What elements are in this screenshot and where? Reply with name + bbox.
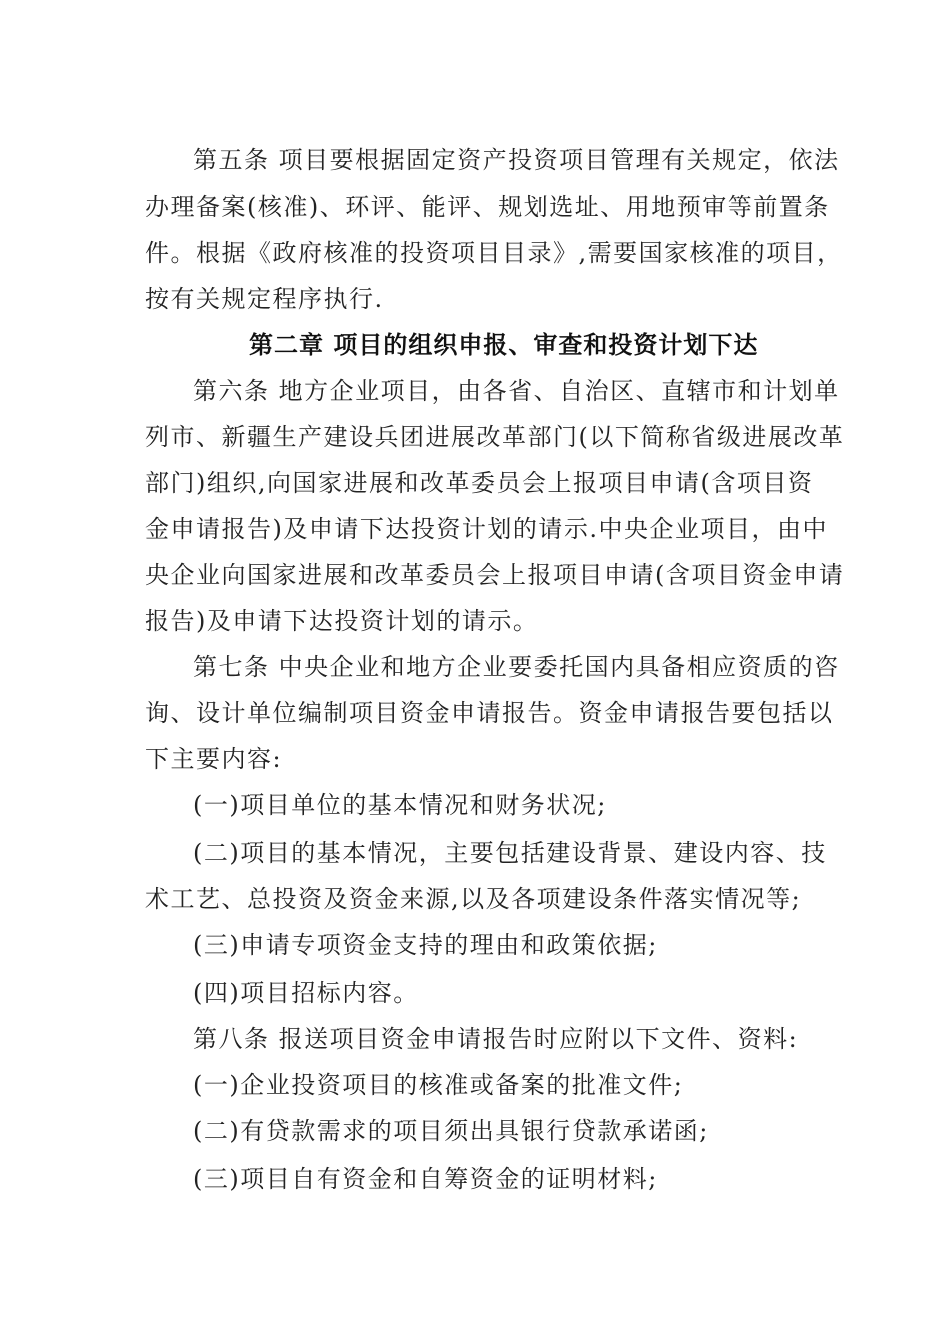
article-5-line-3: 件。根据《政府核准的投资项目目录》,需要国家核准的项目， <box>145 239 843 267</box>
article-5-line-1: 第五条 项目要根据固定资产投资项目管理有关规定，依法 <box>193 146 840 174</box>
article-7-item-3: (三)申请专项资金支持的理由和政策依据; <box>193 931 658 959</box>
article-8-item-2: (二)有贷款需求的项目须出具银行贷款承诺函; <box>193 1117 709 1145</box>
article-5-line-2: 办理备案(核准)、环评、能评、规划选址、用地预审等前置条 <box>145 193 830 221</box>
article-6-line-1: 第六条 地方企业项目，由各省、自治区、直辖市和计划单 <box>193 377 840 405</box>
article-7-line-2: 询、设计单位编制项目资金申请报告。资金申请报告要包括以 <box>145 699 834 727</box>
article-6-line-3: 部门)组织,向国家进展和改革委员会上报项目申请(含项目资 <box>145 469 814 497</box>
article-7-item-4: (四)项目招标内容。 <box>193 979 419 1007</box>
article-7-item-1: (一)项目单位的基本情况和财务状况; <box>193 791 607 819</box>
article-8-intro: 第八条 报送项目资金申请报告时应附以下文件、资料: <box>193 1025 799 1053</box>
article-7-line-1: 第七条 中央企业和地方企业要委托国内具备相应资质的咨 <box>193 653 840 681</box>
article-6-line-6: 报告)及申请下达投资计划的请示。 <box>145 607 539 635</box>
article-5-line-4: 按有关规定程序执行. <box>145 285 384 313</box>
article-6-line-4: 金申请报告)及申请下达投资计划的请示.中央企业项目，由中 <box>145 515 828 543</box>
article-6-line-5: 央企业向国家进展和改革委员会上报项目申请(含项目资金申请 <box>145 561 845 589</box>
article-7-item-2: (二)项目的基本情况，主要包括建设背景、建设内容、技 <box>193 839 827 867</box>
chapter-2-heading: 第二章 项目的组织申报、审查和投资计划下达 <box>249 331 759 359</box>
article-8-item-3: (三)项目自有资金和自筹资金的证明材料; <box>193 1165 658 1193</box>
article-7-line-3: 下主要内容: <box>145 745 283 773</box>
article-8-item-1: (一)企业投资项目的核准或备案的批准文件; <box>193 1071 684 1099</box>
article-7-item-2-continued: 术工艺、总投资及资金来源,以及各项建设条件落实情况等; <box>145 885 802 913</box>
article-6-line-2: 列市、新疆生产建设兵团进展改革部门(以下简称省级进展改革 <box>145 423 845 451</box>
